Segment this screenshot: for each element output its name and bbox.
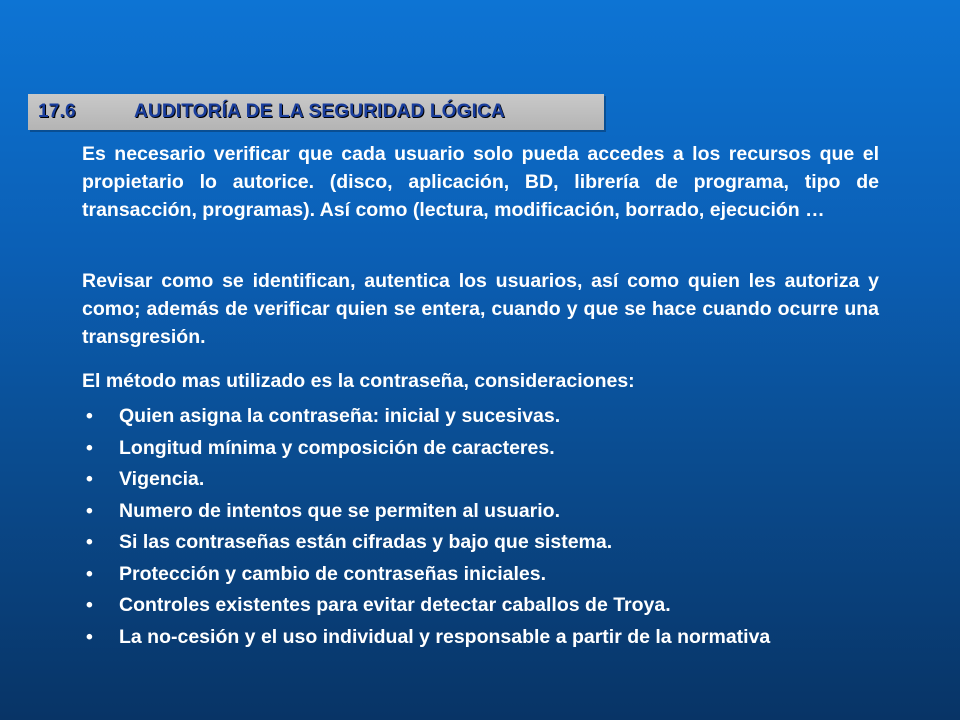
bullet-icon: • [86,625,93,648]
list-item-text: Longitud mínima y composición de caracteres. [119,436,555,459]
list-item [82,497,942,529]
list-item-text: Controles existentes para evitar detectar caballos de Troya. [119,594,671,616]
list-item-text: Si las contraseñas están cifradas y bajo que sistema. [119,531,613,553]
bullet-icon: • [86,594,93,616]
list-item [82,528,942,560]
bullet-icon: • [86,562,93,585]
considerations-list [82,402,942,654]
list-item [82,465,942,497]
list-item [82,560,942,592]
paragraph-access-verification: Es necesario verificar que cada usuario solo pueda accedes a los recursos que el propietario lo autorice. (disco, aplicación, BD, librería de programa, tipo de transacción, programas). Así como (lectura, modificación, borrado, ejecución … [82,143,879,221]
section-number: 17.6 [38,101,76,122]
bullet-icon: • [86,531,93,553]
paragraph-password-method: El método mas utilizado es la contraseña, consideraciones: [82,370,635,392]
bullet-icon: • [86,468,93,490]
list-item [82,591,942,623]
list-item-text: Quien asigna la contraseña: inicial y sucesivas. [119,405,561,427]
list-item [82,402,942,434]
list-item [82,623,942,655]
section-title: AUDITORÍA DE LA SEGURIDAD LÓGICA [134,101,505,122]
list-item-text: Numero de intentos que se permiten al usuario. [119,499,561,522]
list-item-text: Vigencia. [119,468,205,490]
bullet-icon: • [86,499,93,522]
bullet-icon: • [86,436,93,459]
paragraph-identification-review: Revisar como se identifican, autentica los usuarios, así como quien les autoriza y como; además de verificar quien se entera, cuando y que se hace cuando ocurre una transgresión. [82,270,879,348]
section-title-box [28,94,604,130]
list-item [82,434,942,466]
bullet-icon: • [86,405,93,427]
list-item-text: Protección y cambio de contraseñas iniciales. [119,562,547,585]
list-item-text: La no-cesión y el uso individual y responsable a partir de la normativa [119,625,771,648]
